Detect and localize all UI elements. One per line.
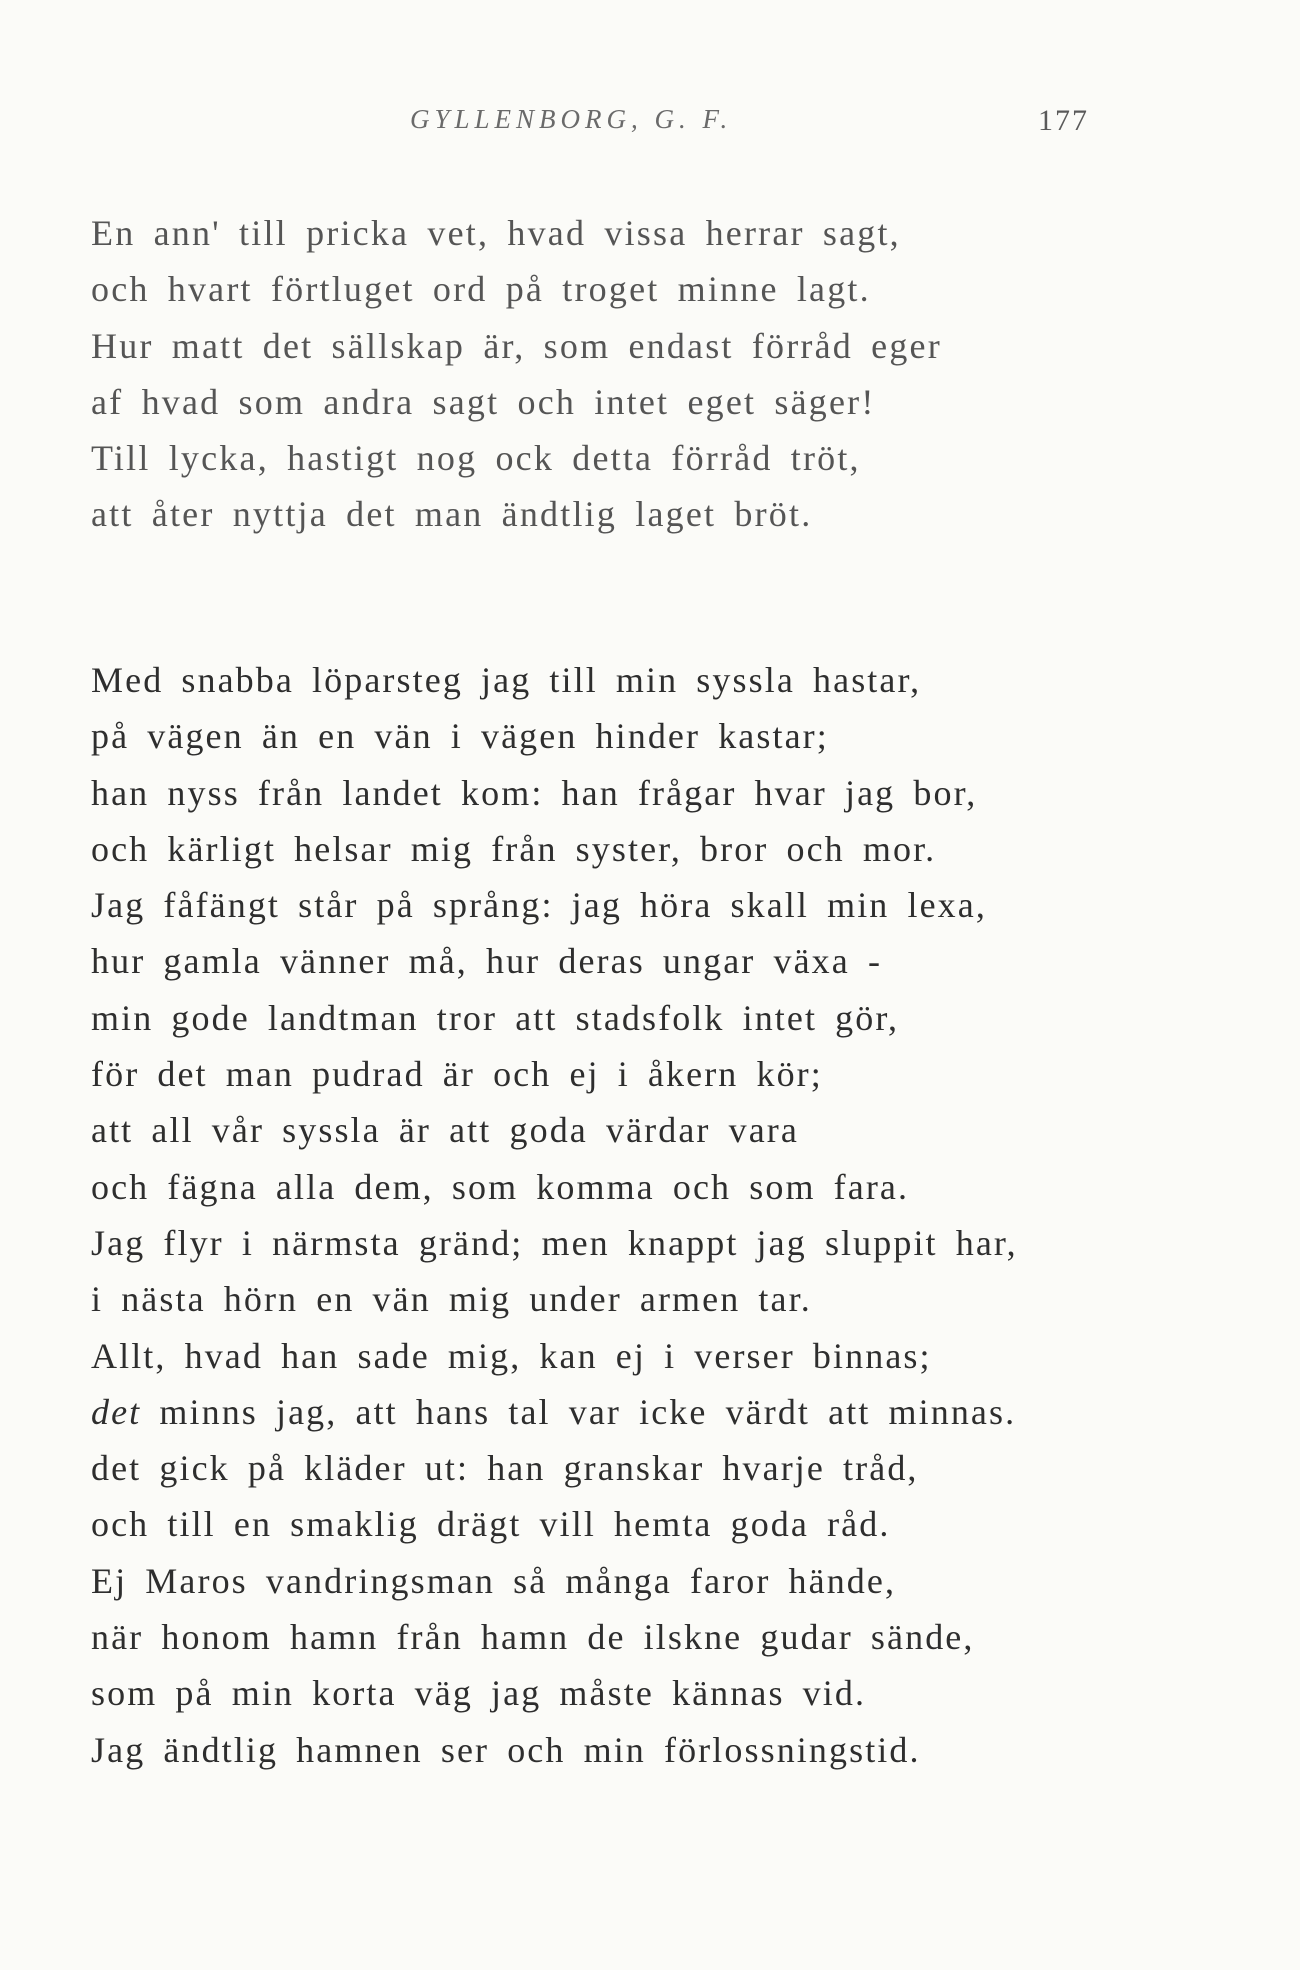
- verse-line: Med snabba löparsteg jag till min syssla hastar,: [91, 660, 922, 700]
- verse-line: och till en smaklig drägt vill hemta goda råd.: [91, 1504, 891, 1545]
- verse-line: Hur matt det sällskap är, som endast förråd eger: [91, 325, 942, 366]
- verse-line: i nästa hörn en vän mig under armen tar.: [91, 1279, 812, 1320]
- verse-line: för det man pudrad är och ej i åkern kör;: [91, 1054, 823, 1095]
- running-title: GYLLENBORG, G. F.: [410, 104, 733, 134]
- verse-line: min gode landtman tror att stadsfolk intet gör,: [91, 997, 900, 1038]
- verse-line: och hvart förtluget ord på troget minne lagt.: [91, 269, 871, 310]
- verse-line: [91, 1384, 1018, 1440]
- verse-line: det gick på kläder ut: han granskar hvarje tråd,: [91, 1448, 919, 1489]
- verse-line: på vägen än en vän i vägen hinder kastar;: [91, 716, 829, 757]
- verse-line: han nyss från landet kom: han frågar hvar jag bor,: [91, 772, 978, 813]
- verse-line: af hvad som andra sagt och intet eget säger!: [91, 381, 876, 422]
- stanza-1: [91, 205, 942, 543]
- verse-line: och fägna alla dem, som komma och som fara.: [91, 1166, 910, 1207]
- page-number: 177: [1038, 104, 1089, 137]
- verse-line: att all vår syssla är att goda värdar vara: [91, 1110, 799, 1151]
- verse-line: som på min korta väg jag måste kännas vid.: [91, 1673, 867, 1714]
- verse-line: Jag ändtlig hamnen ser och min förlossningstid.: [91, 1729, 921, 1770]
- verse-line: Jag fåfängt står på språng: jag höra skall min lexa,: [91, 885, 987, 926]
- verse-line: och kärligt helsar mig från syster, bror och mor.: [91, 828, 937, 869]
- stanza-2: [91, 652, 1018, 1778]
- verse-line: när honom hamn från hamn de ilskne gudar sände,: [91, 1617, 975, 1658]
- verse-line: att åter nyttja det man ändtlig laget bröt.: [91, 494, 813, 535]
- verse-line-rest: minns jag, att hans tal var icke värdt att minnas.: [159, 1391, 1017, 1432]
- verse-line: Ej Maros vandringsman så många faror hände,: [91, 1560, 897, 1601]
- verse-line: Till lycka, hastigt nog ock detta förråd tröt,: [91, 438, 861, 479]
- italic-word: det: [91, 1391, 142, 1432]
- verse-line: Jag flyr i närmsta gränd; men knappt jag sluppit har,: [91, 1222, 1018, 1263]
- running-header: [0, 104, 1300, 144]
- verse-line: En ann' till pricka vet, hvad vissa herrar sagt,: [91, 213, 901, 253]
- verse-line: Allt, hvad han sade mig, kan ej i verser binnas;: [91, 1335, 932, 1376]
- verse-line: hur gamla vänner må, hur deras ungar växa -: [91, 941, 883, 982]
